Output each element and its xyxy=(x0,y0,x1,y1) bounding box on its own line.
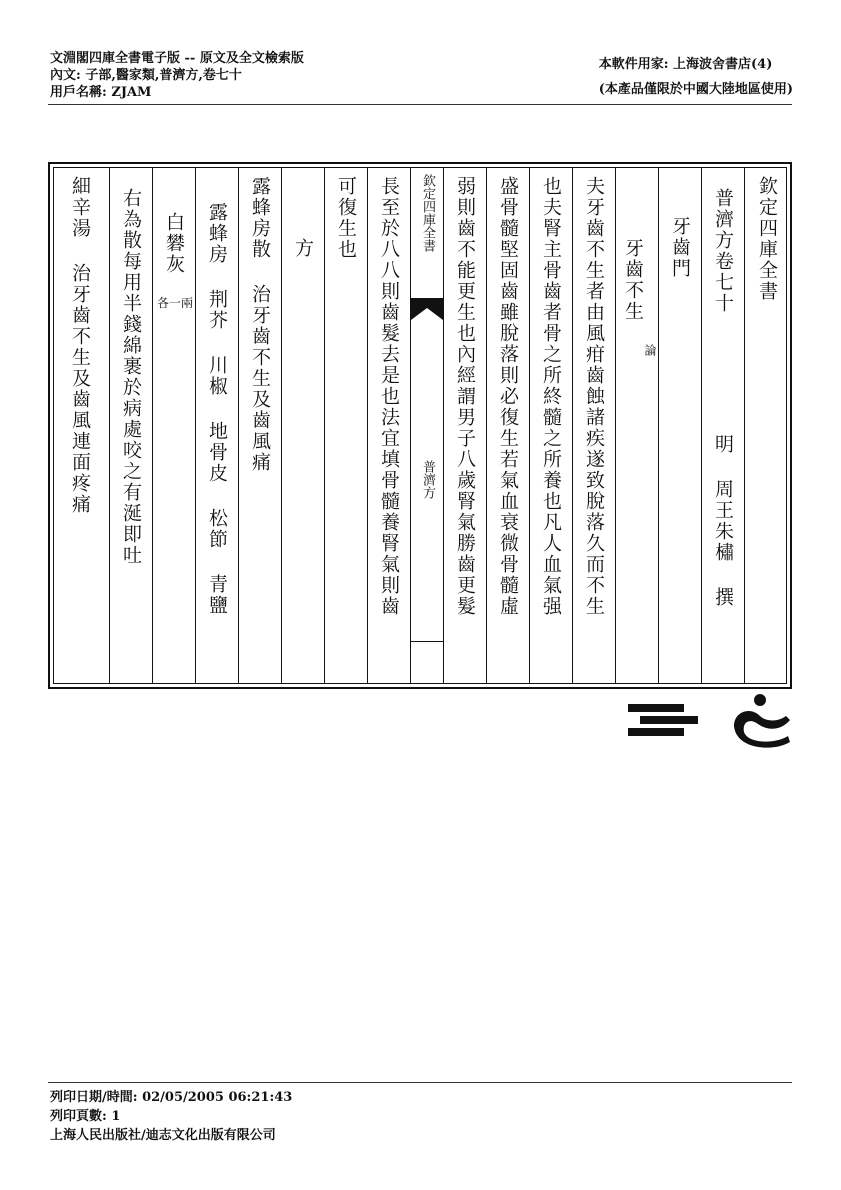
column-10 xyxy=(367,168,410,683)
column-8 xyxy=(443,168,486,683)
print-page-count: 列印頁數: 1 xyxy=(50,1109,121,1124)
column-text: 欽定四庫全書 xyxy=(756,176,778,302)
column-text: 盛骨髓堅固齒雖脫落則必復生若氣血衰微骨髓虛 xyxy=(497,176,519,617)
column-3 xyxy=(658,168,701,683)
column-text: 長至於八八則齒髮去是也法宜填骨髓養腎氣則齒 xyxy=(378,176,400,617)
column-2 xyxy=(701,168,744,683)
text-grid xyxy=(53,167,787,684)
column-text: 方 xyxy=(292,238,314,259)
topic-title: 牙齒不生 xyxy=(622,238,644,322)
column-5 xyxy=(572,168,615,683)
header-content-path: 內文: 子部,醫家類,普濟方,卷七十 xyxy=(50,68,242,83)
publisher-line: 上海人民出版社/迪志文化出版有限公司 xyxy=(50,1128,276,1143)
fishtail-mark xyxy=(411,298,443,320)
dosage-note: 各一兩 xyxy=(157,296,194,310)
publisher-logo-mark xyxy=(628,702,698,742)
header-rule xyxy=(48,104,792,105)
center-fold-column xyxy=(410,168,443,683)
column-12 xyxy=(281,168,324,683)
region-notice: (本產品僅限於中國大陸地區使用) xyxy=(598,82,793,97)
license-user: 本軟件用家: 上海波舍書店(4) xyxy=(598,57,773,72)
header-title: 文淵閣四庫全書電子版 -- 原文及全文檢索版 xyxy=(50,51,304,66)
document-header xyxy=(50,50,304,101)
fold-book-name: 普濟方 xyxy=(420,460,435,499)
fold-rule xyxy=(411,641,443,642)
topic-note: 論 xyxy=(643,344,657,356)
column-17 xyxy=(54,168,109,683)
column-16 xyxy=(109,168,152,683)
fold-title: 欽定四庫全書 xyxy=(420,174,435,252)
column-text: 夫牙齒不生者由風疳齒蝕諸疾遂致脫落久而不生 xyxy=(583,176,605,617)
page-frame xyxy=(48,162,792,689)
column-6 xyxy=(529,168,572,683)
column-14 xyxy=(195,168,238,683)
section-title: 牙齒門 xyxy=(669,216,691,279)
column-text: 露蜂房 荆芥 川椒 地骨皮 松節 青鹽 xyxy=(206,202,228,616)
author-line: 明 周王朱橚 撰 xyxy=(712,434,734,608)
volume-title: 普濟方卷七十 xyxy=(712,188,734,314)
column-text: 可復生也 xyxy=(335,176,357,260)
header-username: 用戶名稱: ZJAM xyxy=(50,85,152,100)
column-7 xyxy=(486,168,529,683)
column-1 xyxy=(744,168,788,683)
column-text: 也夫腎主骨齒者骨之所終髓之所養也凡人血氣强 xyxy=(540,176,562,617)
column-text: 弱則齒不能更生也內經謂男子八歲腎氣勝齒更髮 xyxy=(454,176,476,617)
publisher-seal-icon xyxy=(726,692,794,750)
column-text: 右為散每用半錢綿裹於病處咬之有涎即吐 xyxy=(120,188,142,566)
column-text: 白礬灰 xyxy=(163,212,185,275)
license-header xyxy=(599,56,793,106)
column-text: 露蜂房散 治牙齒不生及齒風痛 xyxy=(249,176,271,473)
footer-rule xyxy=(48,1082,792,1083)
document-footer xyxy=(50,1088,292,1145)
column-15 xyxy=(152,168,195,683)
print-datetime: 列印日期/時間: 02/05/2005 06:21:43 xyxy=(50,1090,293,1105)
column-text: 細辛湯 治牙齒不生及齒風連面疼痛 xyxy=(69,176,91,515)
column-13 xyxy=(238,168,281,683)
column-4 xyxy=(615,168,658,683)
column-11 xyxy=(324,168,367,683)
